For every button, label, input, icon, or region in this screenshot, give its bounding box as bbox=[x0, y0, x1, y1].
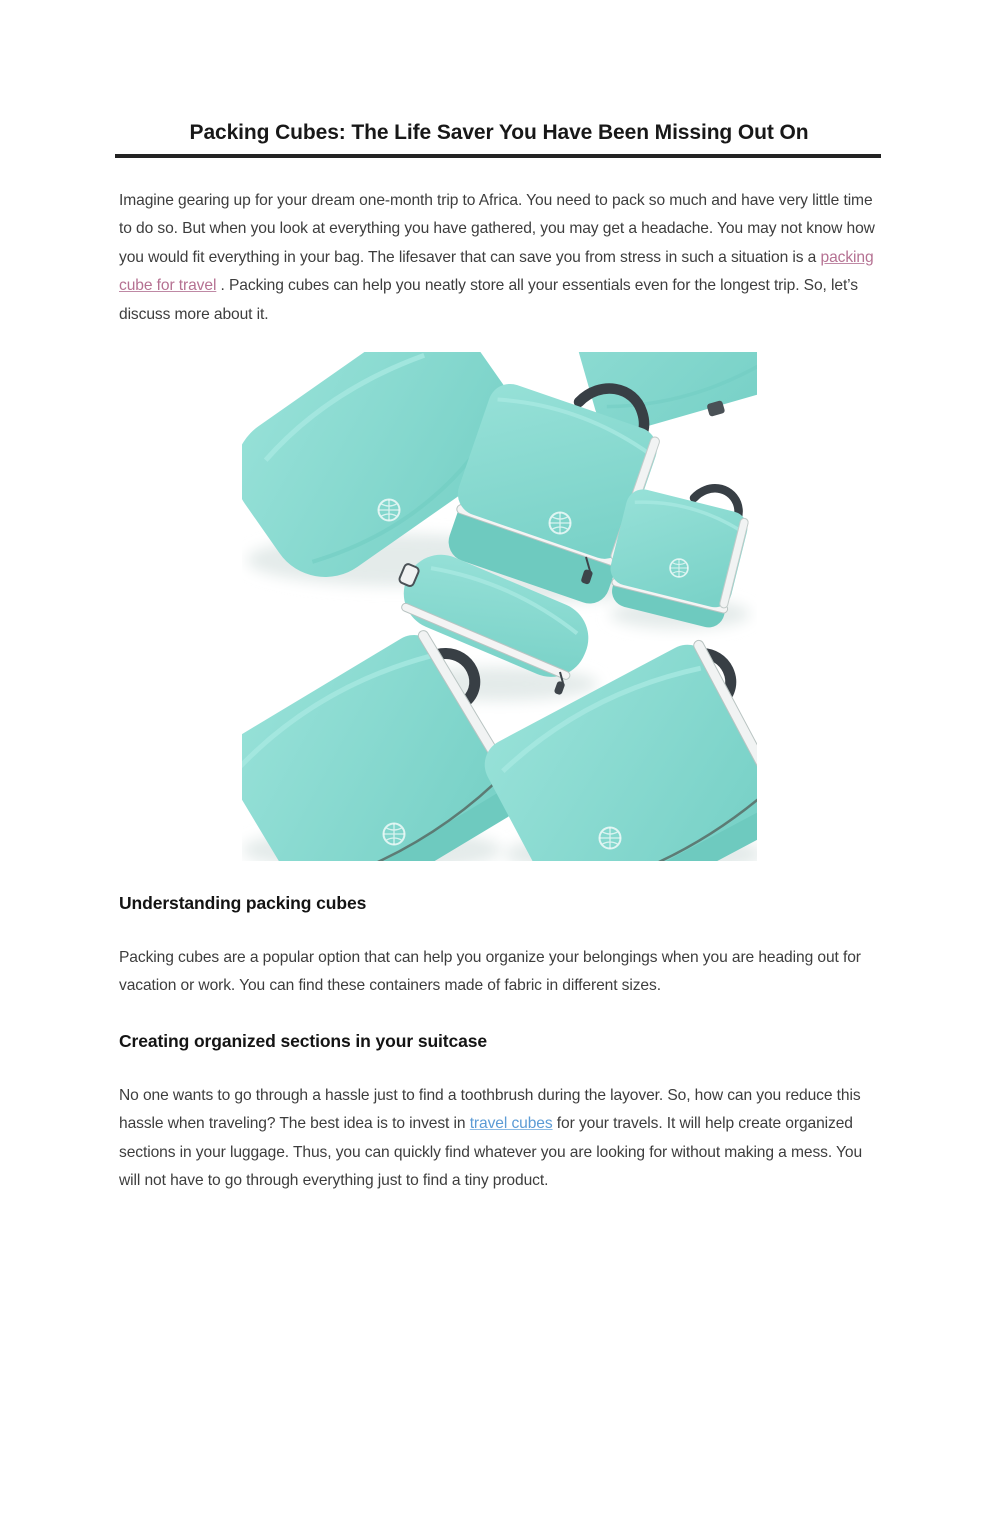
travel-cubes-link[interactable]: travel cubes bbox=[469, 1115, 553, 1133]
title-divider bbox=[115, 154, 881, 158]
organized-sections-paragraph bbox=[119, 1082, 879, 1196]
heading-creating-organized-sections: Creating organized sections in your suitcase bbox=[119, 1030, 488, 1051]
document-page bbox=[0, 120, 992, 1523]
intro-paragraph bbox=[119, 187, 879, 329]
organized-text-before-link: No one wants to go through a hassle just to find a toothbrush during the layover. So, how can you reduce this hassle when traveling? The best idea is to invest in bbox=[119, 1086, 861, 1133]
intro-text-after-link: . Packing cubes can help you neatly store all your essentials even for the longest trip. So, let’s discuss more about it. bbox=[119, 277, 858, 323]
heading-understanding-packing-cubes: Understanding packing cubes bbox=[119, 893, 367, 914]
document-content bbox=[0, 120, 992, 1195]
organized-text-after-link: for your travels. It will help create organized sections in your luggage. Thus, you can quickly find whatever you are looking for without making a mess. You will not have to go through everything just to find a tiny product. bbox=[119, 1115, 863, 1190]
packing-cubes-photo bbox=[242, 352, 757, 861]
packing-cube-for-travel-link[interactable]: packing cube for travel bbox=[119, 248, 874, 295]
understanding-paragraph: Packing cubes are a popular option that can help you organize your belongings when you are heading out for vacation or work. You can find these containers made of fabric in different sizes. bbox=[119, 949, 861, 995]
large-cube-left bbox=[242, 625, 530, 861]
page-title: Packing Cubes: The Life Saver You Have Been Missing Out On bbox=[189, 121, 809, 144]
intro-text-before-link: Imagine gearing up for your dream one-month trip to Africa. You need to pack so much and have very little time to do so. But when you look at everything you have gathered, you may get a headache. You may not know how you would fit everything in your bag. The lifesaver that can save you from stress in such a situation is a bbox=[119, 192, 875, 266]
